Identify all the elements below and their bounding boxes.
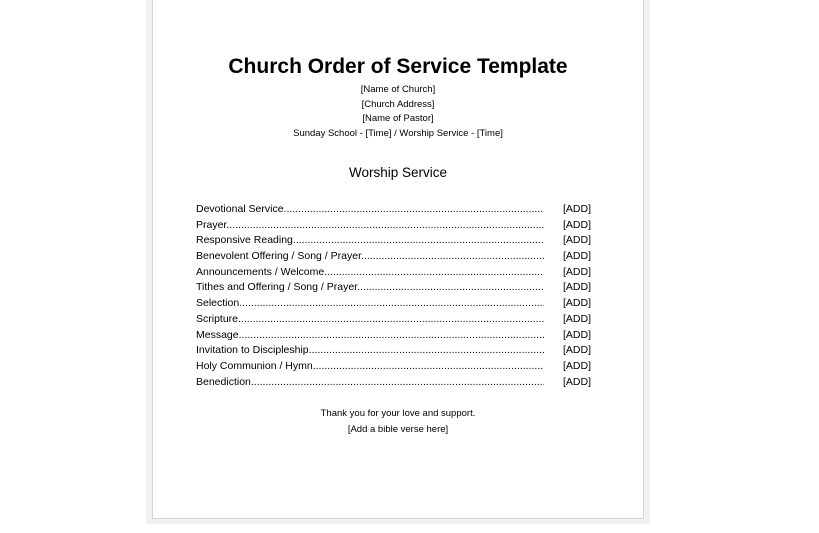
list-item [196,328,591,344]
item-label: Benediction ..... [196,375,544,391]
item-value: [ADD] [562,281,591,294]
item-label: Message ..... [196,328,544,344]
list-item [196,359,591,375]
item-label: Selection ..... [196,296,544,312]
item-value: [ADD] [562,234,591,247]
church-name: [Name of Church] [360,84,436,95]
list-item [196,265,591,281]
item-label: Scripture ..... [196,312,544,328]
church-address: [Church Address] [361,98,435,110]
list-item [196,312,591,328]
item-value: [ADD] [562,265,591,278]
footer-verse: [Add a bible verse here] [347,423,449,435]
list-item [196,249,591,265]
item-value: [ADD] [562,203,591,215]
order-of-service-list [196,202,591,390]
item-label: Invitation to Discipleship ..... [196,343,544,359]
document-title: Church Order of Service Template [228,55,568,78]
item-label: Responsive Reading ..... [196,233,544,249]
list-item [196,343,591,359]
item-value: [ADD] [562,250,591,263]
footer-thanks: Thank you for your love and support. [320,408,476,419]
item-label: Devotional Service ..... [196,202,544,218]
list-item [196,296,591,312]
item-value: [ADD] [562,375,591,388]
item-value: [ADD] [562,328,591,341]
item-value: [ADD] [562,312,591,325]
item-value: [ADD] [562,344,591,357]
item-value: [ADD] [562,297,591,310]
footer-block [153,406,643,437]
list-item [196,280,591,296]
item-label: Benevolent Offering / Song / Prayer ..... [196,249,544,265]
item-label: Prayer ..... [196,218,544,234]
item-label: Announcements / Welcome ..... [196,265,544,281]
item-value: [ADD] [562,359,591,372]
item-value: [ADD] [562,218,591,231]
service-schedule: Sunday School - [Time] / Worship Service - [Time] [293,127,503,139]
list-item [196,375,591,391]
list-item [196,233,591,249]
item-label: Holy Communion / Hymn ..... [196,359,544,375]
list-item [196,218,591,234]
pastor-name: [Name of Pastor] [362,113,434,125]
church-info-block [153,83,643,141]
list-item [196,202,591,218]
document-page [152,0,644,519]
section-heading: Worship Service [348,165,448,180]
item-label: Tithes and Offering / Song / Prayer ..... [196,280,544,296]
